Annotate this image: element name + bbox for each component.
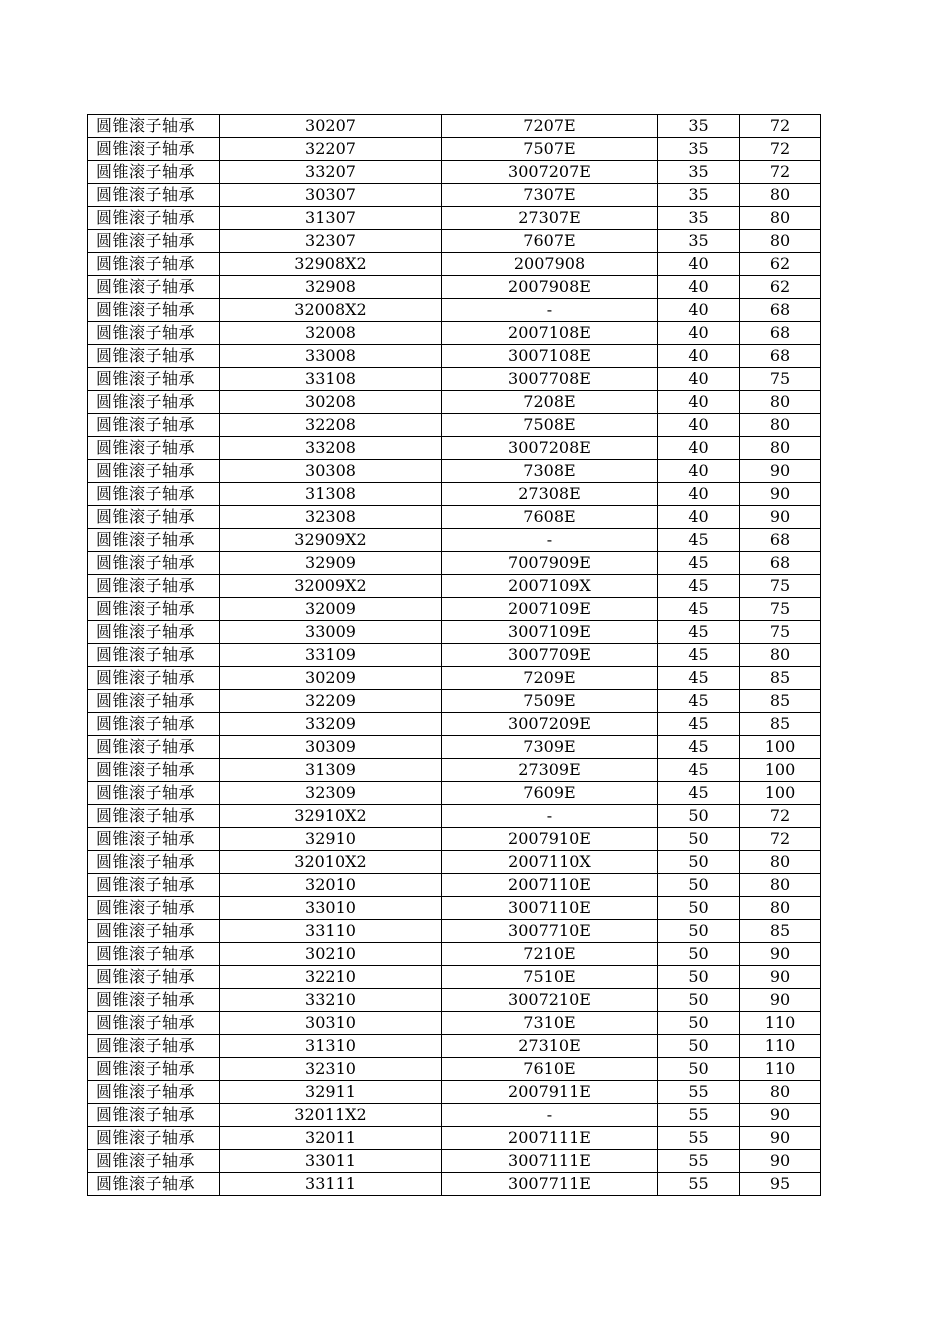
table-row (88, 253, 821, 276)
new-code-cell: 32011 (220, 1127, 442, 1150)
outer-diameter-cell: 80 (740, 184, 821, 207)
inner-diameter-cell: 50 (658, 851, 740, 874)
table-row (88, 575, 821, 598)
new-code-cell: 30210 (220, 943, 442, 966)
inner-diameter-cell: 40 (658, 506, 740, 529)
outer-diameter-cell: 68 (740, 529, 821, 552)
old-code-cell: 7510E (442, 966, 658, 989)
old-code-cell: 2007108E (442, 322, 658, 345)
inner-diameter-cell: 45 (658, 644, 740, 667)
new-code-cell: 33109 (220, 644, 442, 667)
old-code-cell: 7207E (442, 115, 658, 138)
new-code-cell: 32911 (220, 1081, 442, 1104)
outer-diameter-cell: 100 (740, 759, 821, 782)
bearing-type-cell: 圆锥滚子轴承 (88, 276, 220, 299)
bearing-type-cell: 圆锥滚子轴承 (88, 782, 220, 805)
bearing-type-cell: 圆锥滚子轴承 (88, 1058, 220, 1081)
outer-diameter-cell: 72 (740, 805, 821, 828)
inner-diameter-cell: 45 (658, 690, 740, 713)
table-row (88, 828, 821, 851)
bearing-type-cell: 圆锥滚子轴承 (88, 897, 220, 920)
inner-diameter-cell: 45 (658, 667, 740, 690)
outer-diameter-cell: 110 (740, 1035, 821, 1058)
bearing-type-cell: 圆锥滚子轴承 (88, 943, 220, 966)
inner-diameter-cell: 45 (658, 736, 740, 759)
new-code-cell: 30208 (220, 391, 442, 414)
old-code-cell: 2007109X (442, 575, 658, 598)
bearing-type-cell: 圆锥滚子轴承 (88, 598, 220, 621)
inner-diameter-cell: 50 (658, 1012, 740, 1035)
bearing-type-cell: 圆锥滚子轴承 (88, 161, 220, 184)
table-row (88, 460, 821, 483)
old-code-cell: 3007109E (442, 621, 658, 644)
inner-diameter-cell: 35 (658, 161, 740, 184)
outer-diameter-cell: 80 (740, 414, 821, 437)
bearing-type-cell: 圆锥滚子轴承 (88, 1150, 220, 1173)
table-row (88, 598, 821, 621)
bearing-type-cell: 圆锥滚子轴承 (88, 667, 220, 690)
old-code-cell: 27310E (442, 1035, 658, 1058)
bearing-type-cell: 圆锥滚子轴承 (88, 1081, 220, 1104)
old-code-cell: 3007708E (442, 368, 658, 391)
old-code-cell: 3007710E (442, 920, 658, 943)
outer-diameter-cell: 68 (740, 322, 821, 345)
outer-diameter-cell: 62 (740, 276, 821, 299)
old-code-cell: 7507E (442, 138, 658, 161)
table-row (88, 299, 821, 322)
table-row (88, 713, 821, 736)
inner-diameter-cell: 50 (658, 943, 740, 966)
outer-diameter-cell: 90 (740, 1150, 821, 1173)
table-row (88, 322, 821, 345)
outer-diameter-cell: 80 (740, 437, 821, 460)
bearing-type-cell: 圆锥滚子轴承 (88, 368, 220, 391)
table-row (88, 805, 821, 828)
new-code-cell: 32310 (220, 1058, 442, 1081)
outer-diameter-cell: 90 (740, 460, 821, 483)
inner-diameter-cell: 45 (658, 759, 740, 782)
bearing-type-cell: 圆锥滚子轴承 (88, 230, 220, 253)
inner-diameter-cell: 45 (658, 552, 740, 575)
bearing-type-cell: 圆锥滚子轴承 (88, 644, 220, 667)
inner-diameter-cell: 35 (658, 138, 740, 161)
old-code-cell: 7608E (442, 506, 658, 529)
old-code-cell: 3007709E (442, 644, 658, 667)
new-code-cell: 30207 (220, 115, 442, 138)
outer-diameter-cell: 68 (740, 345, 821, 368)
inner-diameter-cell: 35 (658, 184, 740, 207)
table-row (88, 276, 821, 299)
table-row (88, 874, 821, 897)
inner-diameter-cell: 40 (658, 414, 740, 437)
inner-diameter-cell: 40 (658, 299, 740, 322)
table-row (88, 161, 821, 184)
table-row (88, 1173, 821, 1196)
outer-diameter-cell: 110 (740, 1058, 821, 1081)
outer-diameter-cell: 90 (740, 506, 821, 529)
table-row (88, 690, 821, 713)
bearing-type-cell: 圆锥滚子轴承 (88, 184, 220, 207)
new-code-cell: 33110 (220, 920, 442, 943)
table-row (88, 437, 821, 460)
outer-diameter-cell: 68 (740, 552, 821, 575)
old-code-cell: 7609E (442, 782, 658, 805)
inner-diameter-cell: 40 (658, 345, 740, 368)
new-code-cell: 32910 (220, 828, 442, 851)
new-code-cell: 32909 (220, 552, 442, 575)
old-code-cell: 3007207E (442, 161, 658, 184)
old-code-cell: - (442, 805, 658, 828)
new-code-cell: 33010 (220, 897, 442, 920)
bearing-type-cell: 圆锥滚子轴承 (88, 736, 220, 759)
new-code-cell: 32207 (220, 138, 442, 161)
old-code-cell: 3007210E (442, 989, 658, 1012)
old-code-cell: 2007109E (442, 598, 658, 621)
inner-diameter-cell: 40 (658, 322, 740, 345)
outer-diameter-cell: 75 (740, 368, 821, 391)
new-code-cell: 33111 (220, 1173, 442, 1196)
inner-diameter-cell: 40 (658, 437, 740, 460)
new-code-cell: 33008 (220, 345, 442, 368)
new-code-cell: 32009 (220, 598, 442, 621)
inner-diameter-cell: 40 (658, 460, 740, 483)
inner-diameter-cell: 55 (658, 1150, 740, 1173)
outer-diameter-cell: 80 (740, 644, 821, 667)
old-code-cell: 2007110E (442, 874, 658, 897)
old-code-cell: - (442, 1104, 658, 1127)
bearing-type-cell: 圆锥滚子轴承 (88, 552, 220, 575)
table-row (88, 552, 821, 575)
table-row (88, 115, 821, 138)
bearing-type-cell: 圆锥滚子轴承 (88, 851, 220, 874)
outer-diameter-cell: 85 (740, 713, 821, 736)
old-code-cell: 7309E (442, 736, 658, 759)
table-row (88, 920, 821, 943)
inner-diameter-cell: 50 (658, 897, 740, 920)
inner-diameter-cell: 55 (658, 1127, 740, 1150)
outer-diameter-cell: 80 (740, 897, 821, 920)
table-row (88, 345, 821, 368)
old-code-cell: - (442, 299, 658, 322)
bearing-type-cell: 圆锥滚子轴承 (88, 575, 220, 598)
inner-diameter-cell: 55 (658, 1104, 740, 1127)
outer-diameter-cell: 80 (740, 207, 821, 230)
bearing-type-cell: 圆锥滚子轴承 (88, 1035, 220, 1058)
outer-diameter-cell: 85 (740, 667, 821, 690)
outer-diameter-cell: 75 (740, 575, 821, 598)
new-code-cell: 32010X2 (220, 851, 442, 874)
outer-diameter-cell: 75 (740, 621, 821, 644)
new-code-cell: 32307 (220, 230, 442, 253)
outer-diameter-cell: 90 (740, 966, 821, 989)
bearing-type-cell: 圆锥滚子轴承 (88, 1173, 220, 1196)
new-code-cell: 32009X2 (220, 575, 442, 598)
old-code-cell: 27307E (442, 207, 658, 230)
new-code-cell: 33208 (220, 437, 442, 460)
bearing-table (87, 114, 821, 1196)
table-row (88, 1081, 821, 1104)
new-code-cell: 31310 (220, 1035, 442, 1058)
bearing-type-cell: 圆锥滚子轴承 (88, 253, 220, 276)
inner-diameter-cell: 45 (658, 598, 740, 621)
new-code-cell: 33108 (220, 368, 442, 391)
bearing-type-cell: 圆锥滚子轴承 (88, 345, 220, 368)
new-code-cell: 30309 (220, 736, 442, 759)
bearing-type-cell: 圆锥滚子轴承 (88, 989, 220, 1012)
old-code-cell: 2007908 (442, 253, 658, 276)
old-code-cell: 7210E (442, 943, 658, 966)
outer-diameter-cell: 80 (740, 874, 821, 897)
bearing-type-cell: 圆锥滚子轴承 (88, 483, 220, 506)
outer-diameter-cell: 90 (740, 1104, 821, 1127)
new-code-cell: 31309 (220, 759, 442, 782)
old-code-cell: 7509E (442, 690, 658, 713)
inner-diameter-cell: 50 (658, 828, 740, 851)
new-code-cell: 30307 (220, 184, 442, 207)
bearing-type-cell: 圆锥滚子轴承 (88, 920, 220, 943)
old-code-cell: 2007911E (442, 1081, 658, 1104)
bearing-type-cell: 圆锥滚子轴承 (88, 437, 220, 460)
table-row (88, 1035, 821, 1058)
bearing-type-cell: 圆锥滚子轴承 (88, 391, 220, 414)
outer-diameter-cell: 80 (740, 851, 821, 874)
new-code-cell: 30310 (220, 1012, 442, 1035)
table-row (88, 138, 821, 161)
outer-diameter-cell: 72 (740, 161, 821, 184)
table-row (88, 230, 821, 253)
bearing-type-cell: 圆锥滚子轴承 (88, 506, 220, 529)
old-code-cell: 27309E (442, 759, 658, 782)
old-code-cell: 2007110X (442, 851, 658, 874)
new-code-cell: 32010 (220, 874, 442, 897)
bearing-type-cell: 圆锥滚子轴承 (88, 115, 220, 138)
new-code-cell: 31307 (220, 207, 442, 230)
table-row (88, 759, 821, 782)
old-code-cell: 7508E (442, 414, 658, 437)
outer-diameter-cell: 90 (740, 1127, 821, 1150)
outer-diameter-cell: 85 (740, 690, 821, 713)
inner-diameter-cell: 40 (658, 368, 740, 391)
table-row (88, 782, 821, 805)
new-code-cell: 33009 (220, 621, 442, 644)
table-row (88, 414, 821, 437)
inner-diameter-cell: 35 (658, 115, 740, 138)
new-code-cell: 32008 (220, 322, 442, 345)
new-code-cell: 31308 (220, 483, 442, 506)
bearing-type-cell: 圆锥滚子轴承 (88, 322, 220, 345)
inner-diameter-cell: 50 (658, 1058, 740, 1081)
table-row (88, 1150, 821, 1173)
bearing-type-cell: 圆锥滚子轴承 (88, 529, 220, 552)
outer-diameter-cell: 80 (740, 1081, 821, 1104)
inner-diameter-cell: 50 (658, 874, 740, 897)
outer-diameter-cell: 75 (740, 598, 821, 621)
old-code-cell: 2007111E (442, 1127, 658, 1150)
old-code-cell: 7308E (442, 460, 658, 483)
outer-diameter-cell: 110 (740, 1012, 821, 1035)
old-code-cell: 3007208E (442, 437, 658, 460)
old-code-cell: 3007111E (442, 1150, 658, 1173)
inner-diameter-cell: 55 (658, 1081, 740, 1104)
bearing-type-cell: 圆锥滚子轴承 (88, 690, 220, 713)
outer-diameter-cell: 100 (740, 782, 821, 805)
old-code-cell: 7208E (442, 391, 658, 414)
table-row (88, 966, 821, 989)
old-code-cell: 7209E (442, 667, 658, 690)
bearing-type-cell: 圆锥滚子轴承 (88, 299, 220, 322)
inner-diameter-cell: 50 (658, 920, 740, 943)
bearing-type-cell: 圆锥滚子轴承 (88, 207, 220, 230)
bearing-type-cell: 圆锥滚子轴承 (88, 874, 220, 897)
outer-diameter-cell: 90 (740, 943, 821, 966)
inner-diameter-cell: 50 (658, 966, 740, 989)
old-code-cell: 7310E (442, 1012, 658, 1035)
bearing-type-cell: 圆锥滚子轴承 (88, 1104, 220, 1127)
new-code-cell: 30209 (220, 667, 442, 690)
new-code-cell: 33207 (220, 161, 442, 184)
table-row (88, 1127, 821, 1150)
new-code-cell: 33011 (220, 1150, 442, 1173)
table-row (88, 943, 821, 966)
inner-diameter-cell: 50 (658, 989, 740, 1012)
outer-diameter-cell: 72 (740, 138, 821, 161)
outer-diameter-cell: 68 (740, 299, 821, 322)
table-row (88, 1104, 821, 1127)
table-row (88, 1058, 821, 1081)
table-row (88, 897, 821, 920)
inner-diameter-cell: 45 (658, 713, 740, 736)
new-code-cell: 33209 (220, 713, 442, 736)
inner-diameter-cell: 40 (658, 276, 740, 299)
bearing-type-cell: 圆锥滚子轴承 (88, 1127, 220, 1150)
new-code-cell: 32908X2 (220, 253, 442, 276)
table-row (88, 644, 821, 667)
table-row (88, 989, 821, 1012)
bearing-type-cell: 圆锥滚子轴承 (88, 713, 220, 736)
table-row (88, 207, 821, 230)
old-code-cell: 7007909E (442, 552, 658, 575)
old-code-cell: 27308E (442, 483, 658, 506)
old-code-cell: 7610E (442, 1058, 658, 1081)
new-code-cell: 32209 (220, 690, 442, 713)
bearing-type-cell: 圆锥滚子轴承 (88, 759, 220, 782)
bearing-type-cell: 圆锥滚子轴承 (88, 460, 220, 483)
old-code-cell: 3007711E (442, 1173, 658, 1196)
outer-diameter-cell: 72 (740, 115, 821, 138)
table-row (88, 736, 821, 759)
inner-diameter-cell: 35 (658, 207, 740, 230)
inner-diameter-cell: 55 (658, 1173, 740, 1196)
new-code-cell: 32908 (220, 276, 442, 299)
new-code-cell: 32210 (220, 966, 442, 989)
table-row (88, 483, 821, 506)
table-row (88, 621, 821, 644)
table-row (88, 184, 821, 207)
inner-diameter-cell: 45 (658, 782, 740, 805)
outer-diameter-cell: 62 (740, 253, 821, 276)
old-code-cell: 3007108E (442, 345, 658, 368)
new-code-cell: 32208 (220, 414, 442, 437)
bearing-table-body (88, 115, 821, 1196)
new-code-cell: 32011X2 (220, 1104, 442, 1127)
table-row (88, 529, 821, 552)
new-code-cell: 32910X2 (220, 805, 442, 828)
inner-diameter-cell: 35 (658, 230, 740, 253)
bearing-type-cell: 圆锥滚子轴承 (88, 966, 220, 989)
new-code-cell: 32309 (220, 782, 442, 805)
outer-diameter-cell: 100 (740, 736, 821, 759)
old-code-cell: 2007910E (442, 828, 658, 851)
new-code-cell: 32308 (220, 506, 442, 529)
old-code-cell: 2007908E (442, 276, 658, 299)
bearing-type-cell: 圆锥滚子轴承 (88, 138, 220, 161)
outer-diameter-cell: 85 (740, 920, 821, 943)
inner-diameter-cell: 50 (658, 805, 740, 828)
table-row (88, 851, 821, 874)
old-code-cell: 3007110E (442, 897, 658, 920)
table-row (88, 667, 821, 690)
outer-diameter-cell: 90 (740, 989, 821, 1012)
old-code-cell: 3007209E (442, 713, 658, 736)
new-code-cell: 30308 (220, 460, 442, 483)
bearing-type-cell: 圆锥滚子轴承 (88, 805, 220, 828)
inner-diameter-cell: 40 (658, 391, 740, 414)
old-code-cell: 7607E (442, 230, 658, 253)
bearing-type-cell: 圆锥滚子轴承 (88, 621, 220, 644)
outer-diameter-cell: 80 (740, 391, 821, 414)
old-code-cell: - (442, 529, 658, 552)
old-code-cell: 7307E (442, 184, 658, 207)
table-row (88, 391, 821, 414)
bearing-type-cell: 圆锥滚子轴承 (88, 828, 220, 851)
new-code-cell: 33210 (220, 989, 442, 1012)
inner-diameter-cell: 40 (658, 253, 740, 276)
bearing-type-cell: 圆锥滚子轴承 (88, 414, 220, 437)
outer-diameter-cell: 95 (740, 1173, 821, 1196)
new-code-cell: 32909X2 (220, 529, 442, 552)
table-row (88, 1012, 821, 1035)
table-row (88, 506, 821, 529)
outer-diameter-cell: 90 (740, 483, 821, 506)
table-row (88, 368, 821, 391)
inner-diameter-cell: 45 (658, 575, 740, 598)
outer-diameter-cell: 80 (740, 230, 821, 253)
inner-diameter-cell: 40 (658, 483, 740, 506)
inner-diameter-cell: 45 (658, 621, 740, 644)
inner-diameter-cell: 45 (658, 529, 740, 552)
outer-diameter-cell: 72 (740, 828, 821, 851)
bearing-type-cell: 圆锥滚子轴承 (88, 1012, 220, 1035)
new-code-cell: 32008X2 (220, 299, 442, 322)
inner-diameter-cell: 50 (658, 1035, 740, 1058)
